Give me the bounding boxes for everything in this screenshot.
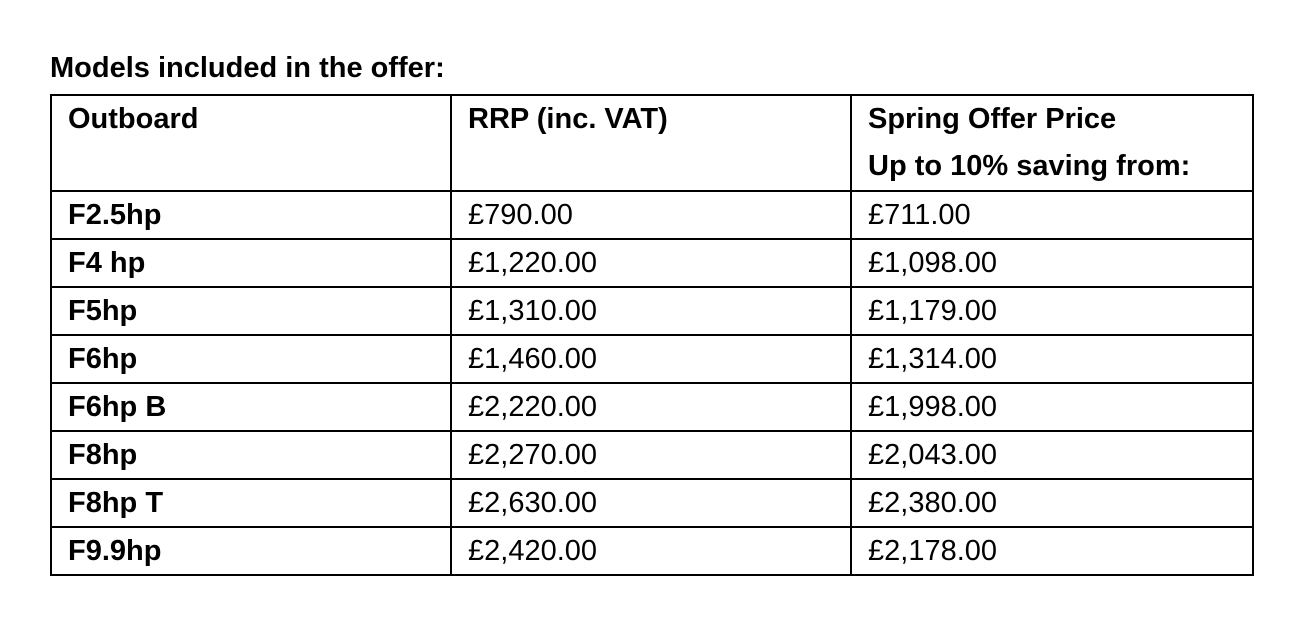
rrp-cell: £2,220.00: [451, 383, 851, 431]
table-row: [51, 335, 1253, 383]
table-row: [51, 287, 1253, 335]
offer-price-cell: £1,179.00: [851, 287, 1253, 335]
rrp-cell: £2,420.00: [451, 527, 851, 575]
model-cell: F2.5hp: [51, 191, 451, 239]
table-row: [51, 383, 1253, 431]
model-cell: F6hp B: [51, 383, 451, 431]
table-row: [51, 239, 1253, 287]
offer-price-cell: £1,314.00: [851, 335, 1253, 383]
offer-price-cell: £1,098.00: [851, 239, 1253, 287]
table-row: [51, 479, 1253, 527]
offer-price-cell: £2,178.00: [851, 527, 1253, 575]
model-cell: F8hp T: [51, 479, 451, 527]
rrp-cell: £1,310.00: [451, 287, 851, 335]
model-cell: F9.9hp: [51, 527, 451, 575]
offer-price-cell: £2,380.00: [851, 479, 1253, 527]
model-cell: F4 hp: [51, 239, 451, 287]
offer-header-line-2: Up to 10% saving from:: [868, 150, 1191, 182]
offer-header-line-1: Spring Offer Price: [868, 103, 1117, 135]
rrp-cell: £790.00: [451, 191, 851, 239]
offer-price-table: [50, 94, 1254, 576]
rrp-cell: £1,220.00: [451, 239, 851, 287]
offer-price-cell: £711.00: [851, 191, 1253, 239]
rrp-cell: £2,630.00: [451, 479, 851, 527]
table-row: [51, 431, 1253, 479]
rrp-cell: £1,460.00: [451, 335, 851, 383]
table-row: [51, 191, 1253, 239]
model-cell: F5hp: [51, 287, 451, 335]
offer-price-cell: £2,043.00: [851, 431, 1253, 479]
model-cell: F6hp: [51, 335, 451, 383]
offer-heading: Models included in the offer:: [50, 52, 445, 84]
offer-price-cell: £1,998.00: [851, 383, 1253, 431]
model-cell: F8hp: [51, 431, 451, 479]
table-row: [51, 527, 1253, 575]
column-header-offer-price: [851, 95, 1253, 191]
column-header-rrp: RRP (inc. VAT): [451, 95, 851, 191]
rrp-cell: £2,270.00: [451, 431, 851, 479]
column-header-outboard: Outboard: [51, 95, 451, 191]
table-header-row: [51, 95, 1253, 191]
